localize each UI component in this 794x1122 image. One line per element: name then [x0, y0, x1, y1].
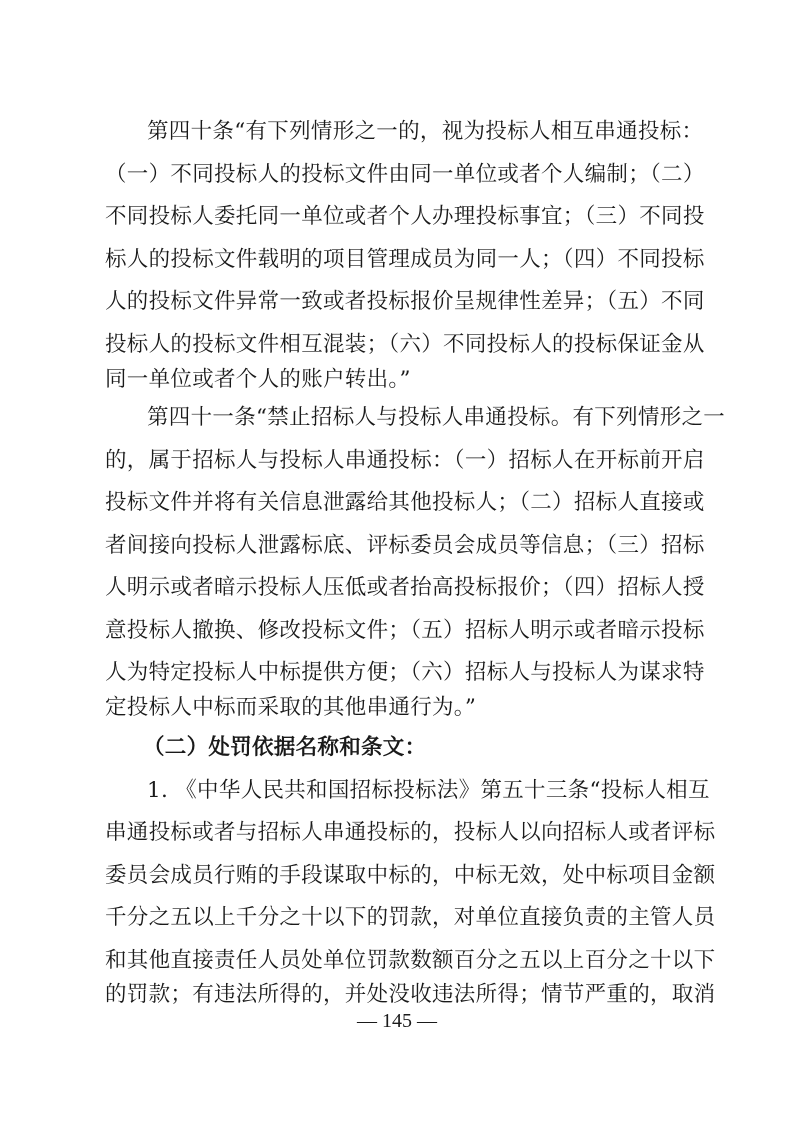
article-41-line-1: 第四十一条“禁止招标人与投标人串通投标。有下列情形之一 [147, 405, 726, 430]
article-41-line-7: 人为特定投标人中标提供方便；（六）招标人与投标人为谋求特 [105, 660, 705, 685]
article-41-line-2: 的，属于招标人与投标人串通投标：（一）招标人在开标前开启 [105, 448, 705, 473]
article-41-line-3: 投标文件并将有关信息泄露给其他投标人；（二）招标人直接或 [105, 490, 705, 515]
article-41-line-6: 意投标人撤换、修改投标文件；（五）招标人明示或者暗示投标 [105, 618, 705, 643]
article-40-line-4: 标人的投标文件载明的项目管理成员为同一人；（四）不同投标 [105, 247, 705, 272]
article-40-line-7: 同一单位或者个人的账户转出。” [105, 367, 411, 392]
article-41-line-4: 者间接向投标人泄露标底、评标委员会成员等信息；（三）招标 [105, 533, 705, 558]
law-article-53-line-4: 千分之五以上千分之十以下的罚款，对单位直接负责的主管人员 [105, 905, 716, 930]
law-article-53-line-6: 的罚款；有违法所得的，并处没收违法所得；情节严重的，取消 [105, 982, 716, 1007]
article-41-line-8: 定投标人中标而采取的其他串通行为。” [105, 695, 477, 720]
section-heading: （二）处罚依据名称和条文： [143, 735, 427, 760]
article-40-line-6: 投标人的投标文件相互混装；（六）不同投标人的投标保证金从 [105, 332, 705, 357]
article-40-line-2: （一）不同投标人的投标文件由同一单位或者个人编制；（二） [105, 162, 705, 187]
page-number: — 145 — [357, 1010, 437, 1032]
article-41-line-5: 人明示或者暗示投标人压低或者抬高投标报价；（四）招标人授 [105, 575, 705, 600]
law-article-53-line-2: 串通投标或者与招标人串通投标的，投标人以向招标人或者评标 [105, 820, 716, 845]
law-article-53-line-3: 委员会成员行贿的手段谋取中标的，中标无效，处中标项目金额 [105, 863, 716, 888]
article-40-line-3: 不同投标人委托同一单位或者个人办理投标事宜；（三）不同投 [105, 204, 705, 229]
article-40-line-5: 人的投标文件异常一致或者投标报价呈规律性差异；（五）不同 [105, 289, 705, 314]
law-article-53-line-5: 和其他直接责任人员处单位罚款数额百分之五以上百分之十以下 [105, 948, 716, 973]
law-article-53-line-1: 1. 《中华人民共和国招标投标法》第五十三条“投标人相互 [147, 778, 710, 803]
article-40-line-1: 第四十条“有下列情形之一的，视为投标人相互串通投标： [147, 119, 704, 144]
